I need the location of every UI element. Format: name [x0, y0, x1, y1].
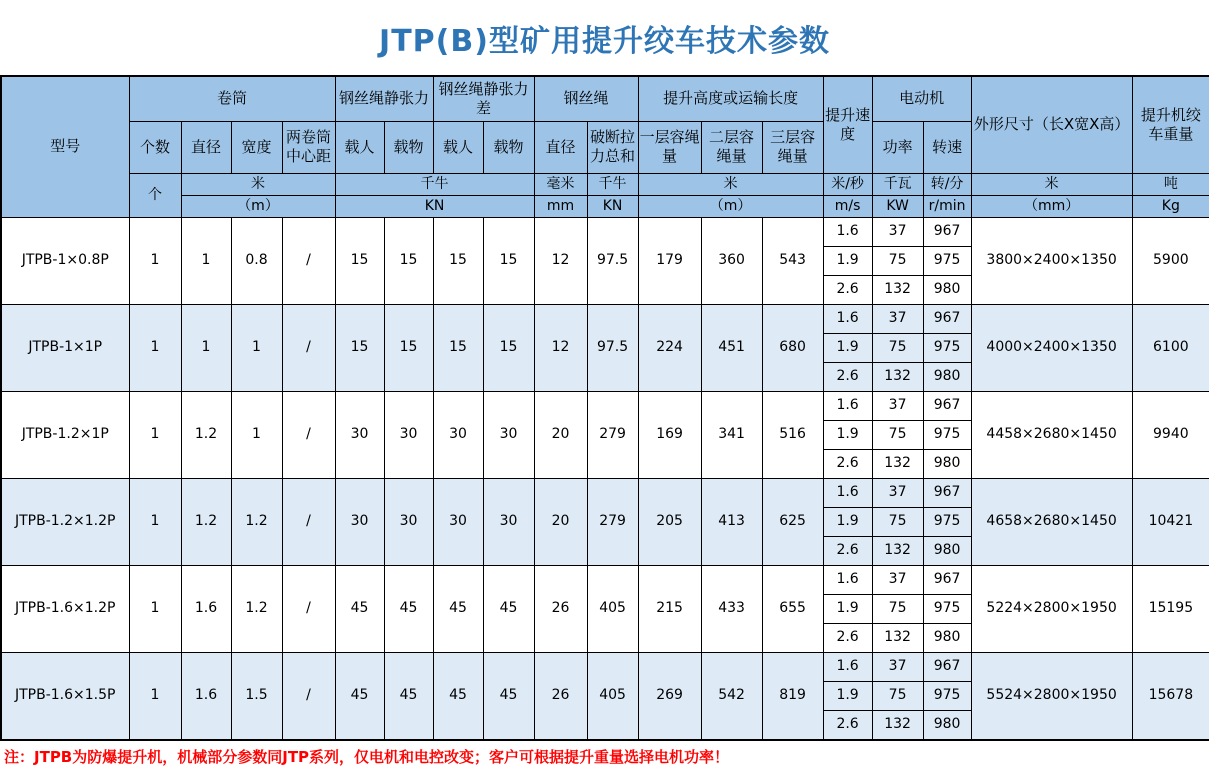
unit-mm-en: mm: [534, 195, 587, 217]
unit-kn2-en: KN: [587, 195, 638, 217]
cell-drum-width: 1: [231, 304, 282, 391]
cell-speed: 1.6: [823, 478, 872, 507]
cell-center-distance: /: [282, 652, 335, 740]
cell-power: 132: [872, 275, 923, 304]
table-row: [1, 391, 1209, 420]
cell-tension-goods: 45: [384, 652, 433, 740]
cell-speed: 1.6: [823, 304, 872, 333]
header-breaking-force: 破断拉力总和: [587, 121, 638, 173]
unit-weight-en: Kg: [1132, 195, 1209, 217]
cell-layer2: 360: [701, 217, 762, 304]
cell-drum-count: 1: [129, 304, 181, 391]
cell-rpm: 980: [923, 362, 971, 391]
cell-speed: 1.6: [823, 652, 872, 681]
header-motor-group: 电动机: [872, 76, 971, 121]
header-drum-diameter: 直径: [181, 121, 231, 173]
cell-drum-width: 0.8: [231, 217, 282, 304]
unit-weight-cn: 吨: [1132, 173, 1209, 195]
page-title-bar: [0, 0, 1209, 75]
cell-tension-diff-goods: 45: [483, 565, 534, 652]
cell-tension-diff-goods: 45: [483, 652, 534, 740]
header-static-tension-diff-group: 钢丝绳静张力差: [433, 76, 534, 121]
cell-speed: 1.6: [823, 565, 872, 594]
cell-tension-goods: 30: [384, 391, 433, 478]
cell-layer2: 341: [701, 391, 762, 478]
cell-power: 75: [872, 333, 923, 362]
header-layer1: 一层容绳量: [638, 121, 701, 173]
unit-kn-cn: 千牛: [335, 173, 534, 195]
cell-tension-goods: 15: [384, 304, 433, 391]
cell-rpm: 967: [923, 217, 971, 246]
cell-rpm: 975: [923, 333, 971, 362]
cell-tension-diff-person: 30: [433, 478, 483, 565]
cell-rpm: 967: [923, 304, 971, 333]
table-row: [1, 478, 1209, 507]
cell-model: JTPB-1×1P: [1, 304, 129, 391]
cell-center-distance: /: [282, 478, 335, 565]
unit-rpm-en: r/min: [923, 195, 971, 217]
cell-speed: 1.6: [823, 217, 872, 246]
cell-tension-person: 15: [335, 217, 384, 304]
cell-model: JTPB-1.6×1.2P: [1, 565, 129, 652]
cell-power: 75: [872, 246, 923, 275]
cell-rope-diameter: 12: [534, 304, 587, 391]
cell-tension-diff-person: 15: [433, 304, 483, 391]
cell-speed: 1.6: [823, 391, 872, 420]
cell-tension-diff-goods: 30: [483, 478, 534, 565]
header-rope-diameter: 直径: [534, 121, 587, 173]
cell-weight: 15678: [1132, 652, 1209, 740]
header-rpm: 转速: [923, 121, 971, 173]
cell-drum-count: 1: [129, 565, 181, 652]
cell-center-distance: /: [282, 217, 335, 304]
cell-rope-diameter: 26: [534, 652, 587, 740]
cell-drum-diameter: 1: [181, 217, 231, 304]
cell-power: 132: [872, 710, 923, 740]
cell-layer3: 625: [762, 478, 823, 565]
cell-power: 37: [872, 652, 923, 681]
cell-speed: 1.9: [823, 594, 872, 623]
cell-drum-diameter: 1.6: [181, 565, 231, 652]
cell-breaking-force: 405: [587, 565, 638, 652]
cell-tension-diff-person: 15: [433, 217, 483, 304]
header-tension-person: 载人: [335, 121, 384, 173]
cell-breaking-force: 97.5: [587, 304, 638, 391]
cell-dimensions: 4458×2680×1450: [971, 391, 1132, 478]
table-row: [1, 652, 1209, 681]
cell-rpm: 967: [923, 478, 971, 507]
unit-meter-cn: 米: [181, 173, 335, 195]
cell-weight: 6100: [1132, 304, 1209, 391]
cell-rpm: 967: [923, 565, 971, 594]
unit-speed-cn: 米/秒: [823, 173, 872, 195]
cell-tension-diff-goods: 15: [483, 304, 534, 391]
unit-kn2-cn: 千牛: [587, 173, 638, 195]
cell-dimensions: 3800×2400×1350: [971, 217, 1132, 304]
cell-rpm: 967: [923, 391, 971, 420]
cell-power: 37: [872, 565, 923, 594]
cell-rpm: 975: [923, 507, 971, 536]
unit-count: 个: [129, 173, 181, 217]
header-drum-count: 个数: [129, 121, 181, 173]
cell-center-distance: /: [282, 565, 335, 652]
cell-speed: 2.6: [823, 449, 872, 478]
cell-power: 132: [872, 623, 923, 652]
cell-weight: 15195: [1132, 565, 1209, 652]
cell-weight: 10421: [1132, 478, 1209, 565]
cell-layer3: 516: [762, 391, 823, 478]
cell-dimensions: 5524×2800×1950: [971, 652, 1132, 740]
cell-power: 75: [872, 420, 923, 449]
cell-power: 132: [872, 536, 923, 565]
header-static-tension-group: 钢丝绳静张力: [335, 76, 433, 121]
header-speed: 提升速度: [823, 76, 872, 173]
cell-breaking-force: 279: [587, 478, 638, 565]
cell-power: 37: [872, 391, 923, 420]
cell-drum-count: 1: [129, 217, 181, 304]
cell-drum-count: 1: [129, 391, 181, 478]
cell-speed: 1.9: [823, 333, 872, 362]
cell-drum-width: 1: [231, 391, 282, 478]
header-drum-center-distance: 两卷筒中心距: [282, 121, 335, 173]
cell-rpm: 980: [923, 275, 971, 304]
cell-tension-person: 30: [335, 391, 384, 478]
cell-rope-diameter: 20: [534, 391, 587, 478]
cell-power: 132: [872, 362, 923, 391]
cell-breaking-force: 97.5: [587, 217, 638, 304]
cell-tension-goods: 30: [384, 478, 433, 565]
cell-tension-diff-goods: 30: [483, 391, 534, 478]
cell-breaking-force: 279: [587, 391, 638, 478]
header-tension-diff-goods: 载物: [483, 121, 534, 173]
cell-rpm: 975: [923, 420, 971, 449]
cell-layer3: 543: [762, 217, 823, 304]
table-header: [1, 76, 1209, 217]
cell-rpm: 975: [923, 246, 971, 275]
cell-power: 75: [872, 594, 923, 623]
footer-note: 注：JTPB为防爆提升机，机械部分参数同JTP系列，仅电机和电控改变；客户可根据提升重量选择电机功率！: [4, 748, 730, 766]
cell-tension-person: 45: [335, 565, 384, 652]
cell-dimensions: 4658×2680×1450: [971, 478, 1132, 565]
cell-drum-diameter: 1.2: [181, 478, 231, 565]
cell-model: JTPB-1.2×1.2P: [1, 478, 129, 565]
header-dimensions: 外形尺寸（长X宽X高）: [971, 76, 1132, 173]
header-drum-width: 宽度: [231, 121, 282, 173]
cell-drum-width: 1.2: [231, 565, 282, 652]
cell-power: 132: [872, 449, 923, 478]
cell-center-distance: /: [282, 391, 335, 478]
cell-power: 75: [872, 681, 923, 710]
table-body: [1, 217, 1209, 740]
cell-layer1: 224: [638, 304, 701, 391]
unit-kw-cn: 千瓦: [872, 173, 923, 195]
cell-rope-diameter: 26: [534, 565, 587, 652]
cell-breaking-force: 405: [587, 652, 638, 740]
table-row: [1, 304, 1209, 333]
unit-kw-en: KW: [872, 195, 923, 217]
unit-dim-en: （mm）: [971, 195, 1132, 217]
header-height-group: 提升高度或运输长度: [638, 76, 823, 121]
unit-meter2-en: （m）: [638, 195, 823, 217]
cell-layer2: 433: [701, 565, 762, 652]
cell-layer1: 269: [638, 652, 701, 740]
cell-speed: 1.9: [823, 507, 872, 536]
table-row: [1, 217, 1209, 246]
cell-tension-person: 15: [335, 304, 384, 391]
footer-note-bar: [0, 741, 1209, 773]
cell-tension-diff-goods: 15: [483, 217, 534, 304]
cell-layer3: 680: [762, 304, 823, 391]
header-power: 功率: [872, 121, 923, 173]
cell-rpm: 967: [923, 652, 971, 681]
cell-tension-person: 30: [335, 478, 384, 565]
header-layer3: 三层容绳量: [762, 121, 823, 173]
cell-speed: 2.6: [823, 710, 872, 740]
cell-layer1: 169: [638, 391, 701, 478]
spec-table: [0, 75, 1209, 741]
unit-mm-cn: 毫米: [534, 173, 587, 195]
cell-rpm: 980: [923, 623, 971, 652]
cell-drum-diameter: 1.6: [181, 652, 231, 740]
unit-rpm-cn: 转/分: [923, 173, 971, 195]
header-weight: 提升机绞车重量: [1132, 76, 1209, 173]
cell-layer1: 215: [638, 565, 701, 652]
cell-rpm: 980: [923, 710, 971, 740]
cell-tension-person: 45: [335, 652, 384, 740]
cell-model: JTPB-1.6×1.5P: [1, 652, 129, 740]
cell-tension-goods: 45: [384, 565, 433, 652]
cell-speed: 1.9: [823, 420, 872, 449]
cell-drum-width: 1.2: [231, 478, 282, 565]
cell-power: 37: [872, 217, 923, 246]
cell-speed: 1.9: [823, 246, 872, 275]
cell-drum-diameter: 1.2: [181, 391, 231, 478]
header-tension-goods: 载物: [384, 121, 433, 173]
cell-tension-diff-person: 45: [433, 652, 483, 740]
header-rope-group: 钢丝绳: [534, 76, 638, 121]
cell-tension-diff-person: 30: [433, 391, 483, 478]
unit-meter2-cn: 米: [638, 173, 823, 195]
cell-drum-count: 1: [129, 652, 181, 740]
table-row: [1, 565, 1209, 594]
cell-tension-goods: 15: [384, 217, 433, 304]
cell-power: 37: [872, 304, 923, 333]
header-drum-group: 卷筒: [129, 76, 335, 121]
cell-layer3: 819: [762, 652, 823, 740]
cell-rope-diameter: 12: [534, 217, 587, 304]
cell-rpm: 975: [923, 681, 971, 710]
cell-rpm: 975: [923, 594, 971, 623]
cell-layer1: 205: [638, 478, 701, 565]
cell-layer1: 179: [638, 217, 701, 304]
cell-tension-diff-person: 45: [433, 565, 483, 652]
unit-dim-cn: 米: [971, 173, 1132, 195]
cell-drum-diameter: 1: [181, 304, 231, 391]
cell-dimensions: 5224×2800×1950: [971, 565, 1132, 652]
cell-layer2: 542: [701, 652, 762, 740]
header-layer2: 二层容绳量: [701, 121, 762, 173]
cell-layer2: 451: [701, 304, 762, 391]
cell-weight: 5900: [1132, 217, 1209, 304]
cell-speed: 2.6: [823, 536, 872, 565]
cell-power: 75: [872, 507, 923, 536]
cell-center-distance: /: [282, 304, 335, 391]
cell-weight: 9940: [1132, 391, 1209, 478]
cell-model: JTPB-1×0.8P: [1, 217, 129, 304]
unit-meter-en: （m）: [181, 195, 335, 217]
cell-speed: 1.9: [823, 681, 872, 710]
cell-speed: 2.6: [823, 362, 872, 391]
page-title: JTP(B)型矿用提升绞车技术参数: [379, 23, 830, 59]
cell-drum-count: 1: [129, 478, 181, 565]
unit-speed-en: m/s: [823, 195, 872, 217]
cell-rpm: 980: [923, 449, 971, 478]
cell-dimensions: 4000×2400×1350: [971, 304, 1132, 391]
cell-rpm: 980: [923, 536, 971, 565]
cell-drum-width: 1.5: [231, 652, 282, 740]
cell-speed: 2.6: [823, 623, 872, 652]
cell-speed: 2.6: [823, 275, 872, 304]
cell-layer2: 413: [701, 478, 762, 565]
header-model: 型号: [1, 76, 129, 217]
cell-rope-diameter: 20: [534, 478, 587, 565]
cell-layer3: 655: [762, 565, 823, 652]
header-tension-diff-person: 载人: [433, 121, 483, 173]
unit-kn-en: KN: [335, 195, 534, 217]
cell-model: JTPB-1.2×1P: [1, 391, 129, 478]
cell-power: 37: [872, 478, 923, 507]
